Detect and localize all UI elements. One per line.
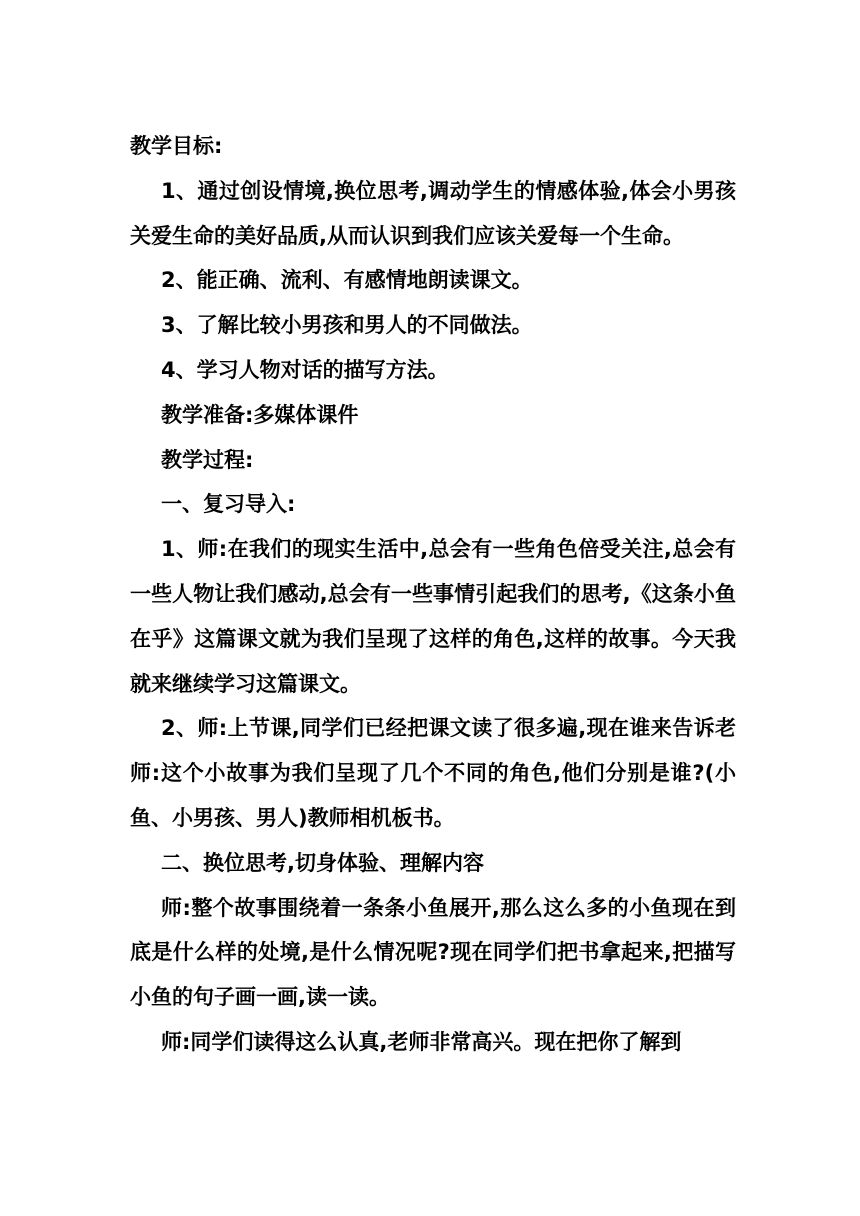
review-paragraph-1: 1、师:在我们的现实生活中,总会有一些角色倍受关注,总会有一些人物让我们感动,总会有一些事情引起我们的思考,《这条小鱼在乎》这篇课文就为我们呈现了这样的角色,这样的故事。今天我就来继续学习这篇课文。 [130, 537, 736, 696]
teaching-process-heading: 教学过程: [161, 447, 254, 472]
teacher-paragraph-2: 师:同学们读得这么认真,老师非常高兴。现在把你了解到 [161, 1029, 682, 1054]
objective-4: 4、学习人物对话的描写方法。 [161, 357, 449, 382]
objective-2: 2、能正确、流利、有感情地朗读课文。 [161, 268, 533, 293]
review-paragraph-2: 2、师:上节课,同学们已经把课文读了很多遍,现在谁来告诉老师:这个小故事为我们呈现了几个不同的角色,他们分别是谁?(小鱼、小男孩、男人)教师相机板书。 [130, 716, 736, 830]
section-heading-objectives: 教学目标: [130, 134, 223, 158]
section-two-heading: 二、换位思考,切身体验、理解内容 [161, 850, 484, 875]
section-review-heading: 一、复习导入: [161, 492, 296, 517]
document-page [130, 124, 736, 1065]
objective-1: 1、通过创设情境,换位思考,调动学生的情感体验,体会小男孩关爱生命的美好品质,从而认识到我们应该关爱每一个生命。 [130, 178, 736, 248]
teaching-preparation: 教学准备:多媒体课件 [161, 402, 359, 427]
teacher-paragraph-1: 师:整个故事围绕着一条条小鱼展开,那么这么多的小鱼现在到底是什么样的处境,是什么情况呢?现在同学们把书拿起来,把描写小鱼的句子画一画,读一读。 [130, 895, 736, 1010]
objective-3: 3、了解比较小男孩和男人的不同做法。 [161, 313, 533, 338]
